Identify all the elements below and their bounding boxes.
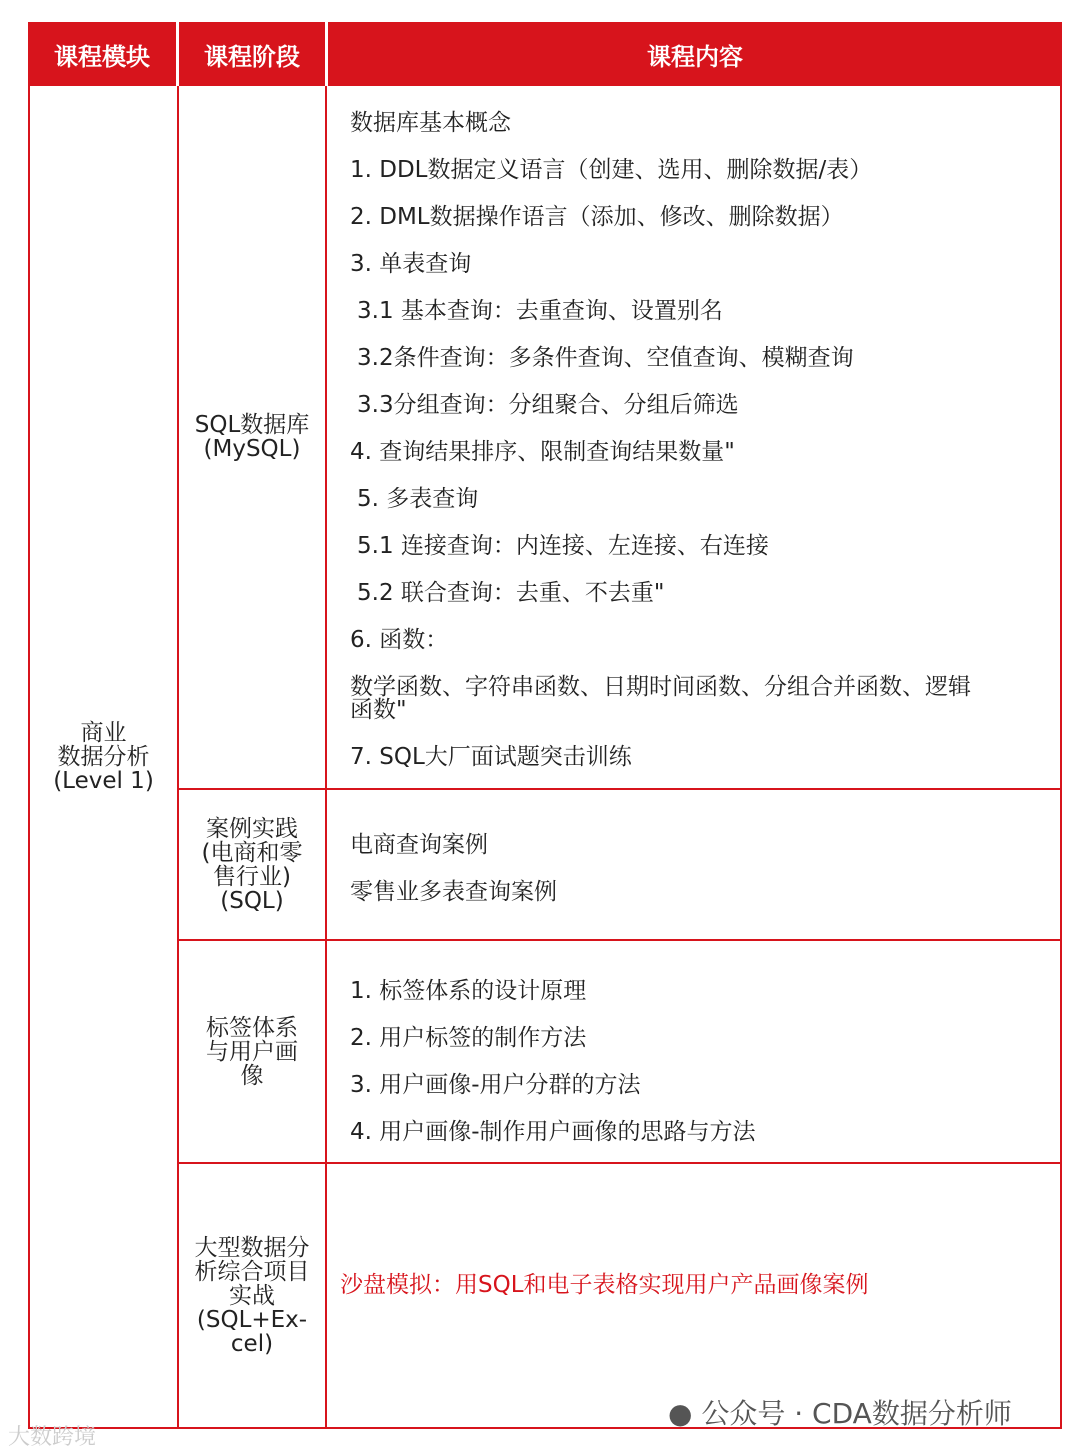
content-item: 6. 函数： (350, 627, 449, 653)
wechat-watermark (668, 1392, 1012, 1432)
content-item: 5.2 联合查询：去重、不去重" (357, 580, 665, 606)
stage-tags: 标签体系 与用户画 像 (206, 1014, 298, 1089)
stage-sql: SQL数据库 (MySQL) (194, 412, 310, 462)
divider (325, 86, 327, 1429)
header-stage: 课程阶段 (179, 22, 325, 86)
content-item: 3.3分组查询：分组聚合、分组后筛选 (357, 392, 739, 418)
content-item: 3. 单表查询 (350, 251, 472, 277)
header-module: 课程模块 (28, 22, 176, 86)
content-item: 1. DDL数据定义语言（创建、选用、删除数据/表） (350, 157, 873, 183)
content-item: 函数" (350, 697, 407, 723)
content-item: 电商查询案例 (350, 832, 488, 858)
content-item: 7. SQL大厂面试题突击训练 (350, 744, 632, 770)
content-item: 5. 多表查询 (357, 486, 479, 512)
content-item: 零售业多表查询案例 (350, 879, 557, 905)
content-item: 数学函数、字符串函数、日期时间函数、分组合并函数、逻辑 (350, 674, 971, 700)
content-item: 4. 用户画像-制作用户画像的思路与方法 (350, 1119, 756, 1145)
corner-watermark: 大数跨境 (8, 1425, 97, 1450)
watermark-text: 公众号 · CDA数据分析师 (701, 1397, 1012, 1430)
header-content: 课程内容 (328, 22, 1062, 86)
content-item: 5.1 连接查询：内连接、左连接、右连接 (357, 533, 769, 559)
content-item: 3.2条件查询：多条件查询、空值查询、模糊查询 (357, 345, 854, 371)
divider (1060, 86, 1062, 1429)
content-item: 1. 标签体系的设计原理 (350, 978, 587, 1004)
content-item: 数据库基本概念 (350, 110, 511, 136)
content-item: 2. DML数据操作语言（添加、修改、删除数据） (350, 204, 844, 230)
stage-project: 大型数据分 析综合项目 实战 (SQL+Ex- cel) (194, 1234, 310, 1357)
content-item: 3. 用户画像-用户分群的方法 (350, 1072, 641, 1098)
content-item: 沙盘模拟：用SQL和电子表格实现用户产品画像案例 (340, 1272, 869, 1298)
content-item: 2. 用户标签的制作方法 (350, 1025, 587, 1051)
content-item: 4. 查询结果排序、限制查询结果数量" (350, 439, 735, 465)
content-item: 3.1 基本查询：去重查询、设置别名 (357, 298, 723, 324)
stage-case: 案例实践 (电商和零 售行业) (SQL) (201, 815, 303, 914)
module-cell: 商业 数据分析 (Level 1) (53, 719, 154, 794)
wechat-icon: ● (668, 1397, 693, 1430)
